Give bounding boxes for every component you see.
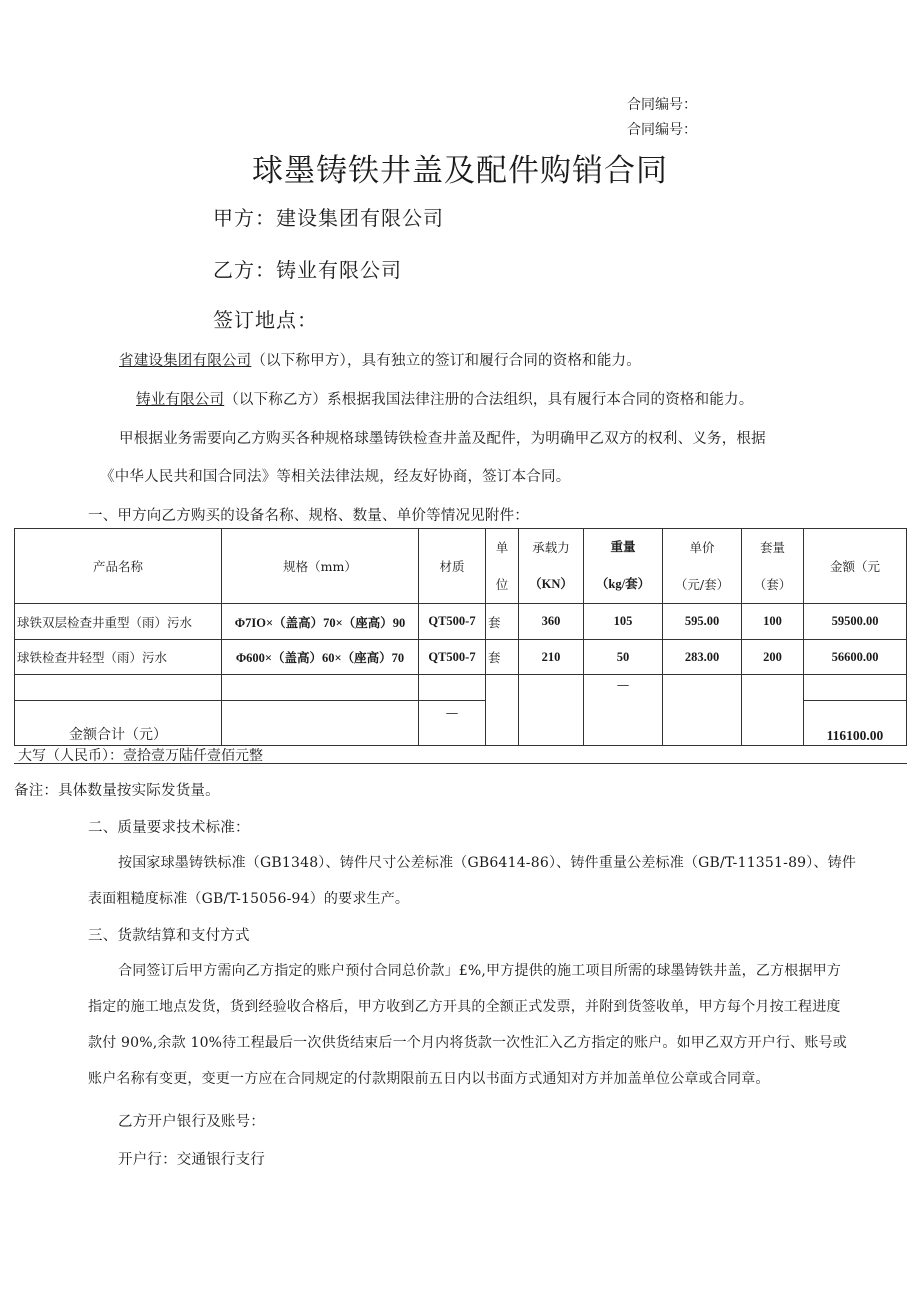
- goods-table: [14, 528, 907, 746]
- cell-material: QT500-7: [419, 640, 486, 675]
- header-qty-line-2: （套）: [753, 577, 792, 592]
- cell-unit-price: 595.00: [663, 604, 742, 640]
- intro-paragraph-2: [136, 388, 753, 409]
- cell-unit-price: 283.00: [663, 640, 742, 675]
- intro-paragraph-3-line-1: 甲根据业务需要向乙方购买各种规格球墨铸铁检查井盖及配件，为明确甲乙双方的权利、义务，根据: [119, 431, 766, 447]
- party-b-name: 铸业有限公司: [136, 392, 225, 408]
- table-row: [15, 604, 907, 640]
- remark: 备注：具体数量按实际发货量。: [14, 783, 220, 799]
- cell-load: 210: [519, 640, 584, 675]
- cell-weight-dash: —: [584, 675, 663, 746]
- capital-amount: 大写（人民币）：壹拾壹万陆仟壹佰元整: [18, 748, 263, 764]
- payment-line-1: 合同签订后甲方需向乙方指定的账户预付合同总价款」£%,甲方提供的施工项目所需的球墨铸铁井盖，乙方根据甲方: [118, 963, 842, 979]
- cell-quantity: 200: [742, 640, 804, 675]
- section-2-heading: 二、质量要求技术标准：: [88, 820, 250, 836]
- total-label: 金额合计（元）: [15, 701, 222, 746]
- cell-spec: Φ600×（盖高）60×（座高）70: [222, 640, 419, 675]
- section-1-heading: 一、甲方向乙方购买的设备名称、规格、数量、单价等情况见附件：: [88, 508, 529, 524]
- cell-material: QT500-7: [419, 604, 486, 640]
- header-quantity: [742, 529, 804, 604]
- party-a-name: 省建设集团有限公司: [119, 353, 252, 369]
- intro-paragraph-1-text: （以下称甲方），具有独立的签订和履行合同的资格和能力。: [251, 353, 641, 369]
- table-row: [15, 640, 907, 675]
- header-unit: [486, 529, 519, 604]
- empty-cell: [419, 675, 486, 701]
- cell-material-dash: —: [419, 701, 486, 746]
- header-load-line-2: （KN）: [529, 577, 573, 591]
- intro-paragraph-3-line-2: 《中华人民共和国合同法》等相关法律法规，经友好协商，签订本合同。: [100, 469, 571, 485]
- payment-line-3: 款付 90%,余款 10%待工程最后一次供货结束后一个月内将货款一次性汇入乙方指定的账户。如甲乙双方开户行、账号或: [88, 1035, 847, 1051]
- header-amount: 金额（元: [804, 529, 907, 604]
- empty-cell: [222, 701, 419, 746]
- empty-cell: [15, 675, 222, 701]
- cell-weight: 50: [584, 640, 663, 675]
- divider: [14, 763, 907, 764]
- payment-line-4: 账户名称有变更，变更一方应在合同规定的付款期限前五日内以书面方式通知对方并加盖单位公章或合同章。: [88, 1071, 770, 1087]
- header-price-line-1: 单价: [689, 540, 715, 555]
- cell-quantity: 100: [742, 604, 804, 640]
- empty-cell: [486, 675, 519, 746]
- header-product-name: 产品名称: [15, 529, 222, 604]
- header-material: 材质: [419, 529, 486, 604]
- intro-paragraph-2-text: （以下称乙方）系根据我国法律注册的合法组织，具有履行本合同的资格和能力。: [224, 392, 754, 408]
- party-b: 乙方：铸业有限公司: [213, 258, 402, 282]
- cell-spec: Φ7IO×（盖高）70×（座高）90: [222, 604, 419, 640]
- bank-name: 开户行：交通银行支行: [118, 1152, 265, 1168]
- intro-paragraph-1: [119, 349, 641, 370]
- total-amount: 116100.00: [804, 701, 907, 746]
- cell-load: 360: [519, 604, 584, 640]
- cell-product-name: 球铁检查井轻型（雨）污水: [15, 640, 222, 675]
- contract-number-label-1: 合同编号：: [627, 97, 697, 113]
- cell-product-name: 球铁双层检查井重型（雨）污水: [15, 604, 222, 640]
- header-unit-line-2: 位: [495, 577, 509, 592]
- header-spec: 规格（mm）: [222, 529, 419, 604]
- cell-unit: 套: [486, 604, 519, 640]
- empty-cell: [663, 675, 742, 746]
- cell-weight: 105: [584, 604, 663, 640]
- empty-cell: [519, 675, 584, 746]
- header-weight: [584, 529, 663, 604]
- signing-place: 签订地点：: [213, 308, 318, 332]
- header-load-line-1: 承载力: [532, 540, 570, 555]
- header-qty-line-1: 套量: [759, 540, 785, 555]
- header-unit-line-1: 单: [495, 540, 509, 555]
- payment-line-2: 指定的施工地点发货，货到经验收合格后，甲方收到乙方开具的全额正式发票，并附到货签收单，甲方每个月按工程进度: [88, 999, 841, 1015]
- empty-cell: [222, 675, 419, 701]
- cell-unit: 套: [486, 640, 519, 675]
- empty-cell: [804, 675, 907, 701]
- table-header-row: [15, 529, 907, 604]
- party-a: 甲方：建设集团有限公司: [213, 206, 444, 230]
- quality-line-1: 按国家球墨铸铁标准（GB1348）、铸件尺寸公差标准（GB6414-86）、铸件重量公差标准（GB/T-11351-89）、铸件: [118, 855, 857, 871]
- header-weight-line-2: （kg/套）: [595, 577, 651, 591]
- empty-cell: [742, 675, 804, 746]
- cell-amount: 56600.00: [804, 640, 907, 675]
- table-row-empty: [15, 675, 907, 701]
- section-3-heading: 三、货款结算和支付方式: [88, 928, 250, 944]
- cell-amount: 59500.00: [804, 604, 907, 640]
- header-price-line-2: （元/套）: [674, 577, 730, 592]
- contract-number-label-2: 合同编号：: [627, 122, 697, 138]
- header-weight-line-1: 重量: [610, 540, 636, 554]
- quality-line-2: 表面粗糙度标准（GB/T-15056-94）的要求生产。: [88, 891, 410, 907]
- document-title: 球墨铸铁井盖及配件购销合同: [252, 153, 668, 189]
- header-load: [519, 529, 584, 604]
- bank-account-title: 乙方开户银行及账号：: [118, 1114, 265, 1130]
- header-unit-price: [663, 529, 742, 604]
